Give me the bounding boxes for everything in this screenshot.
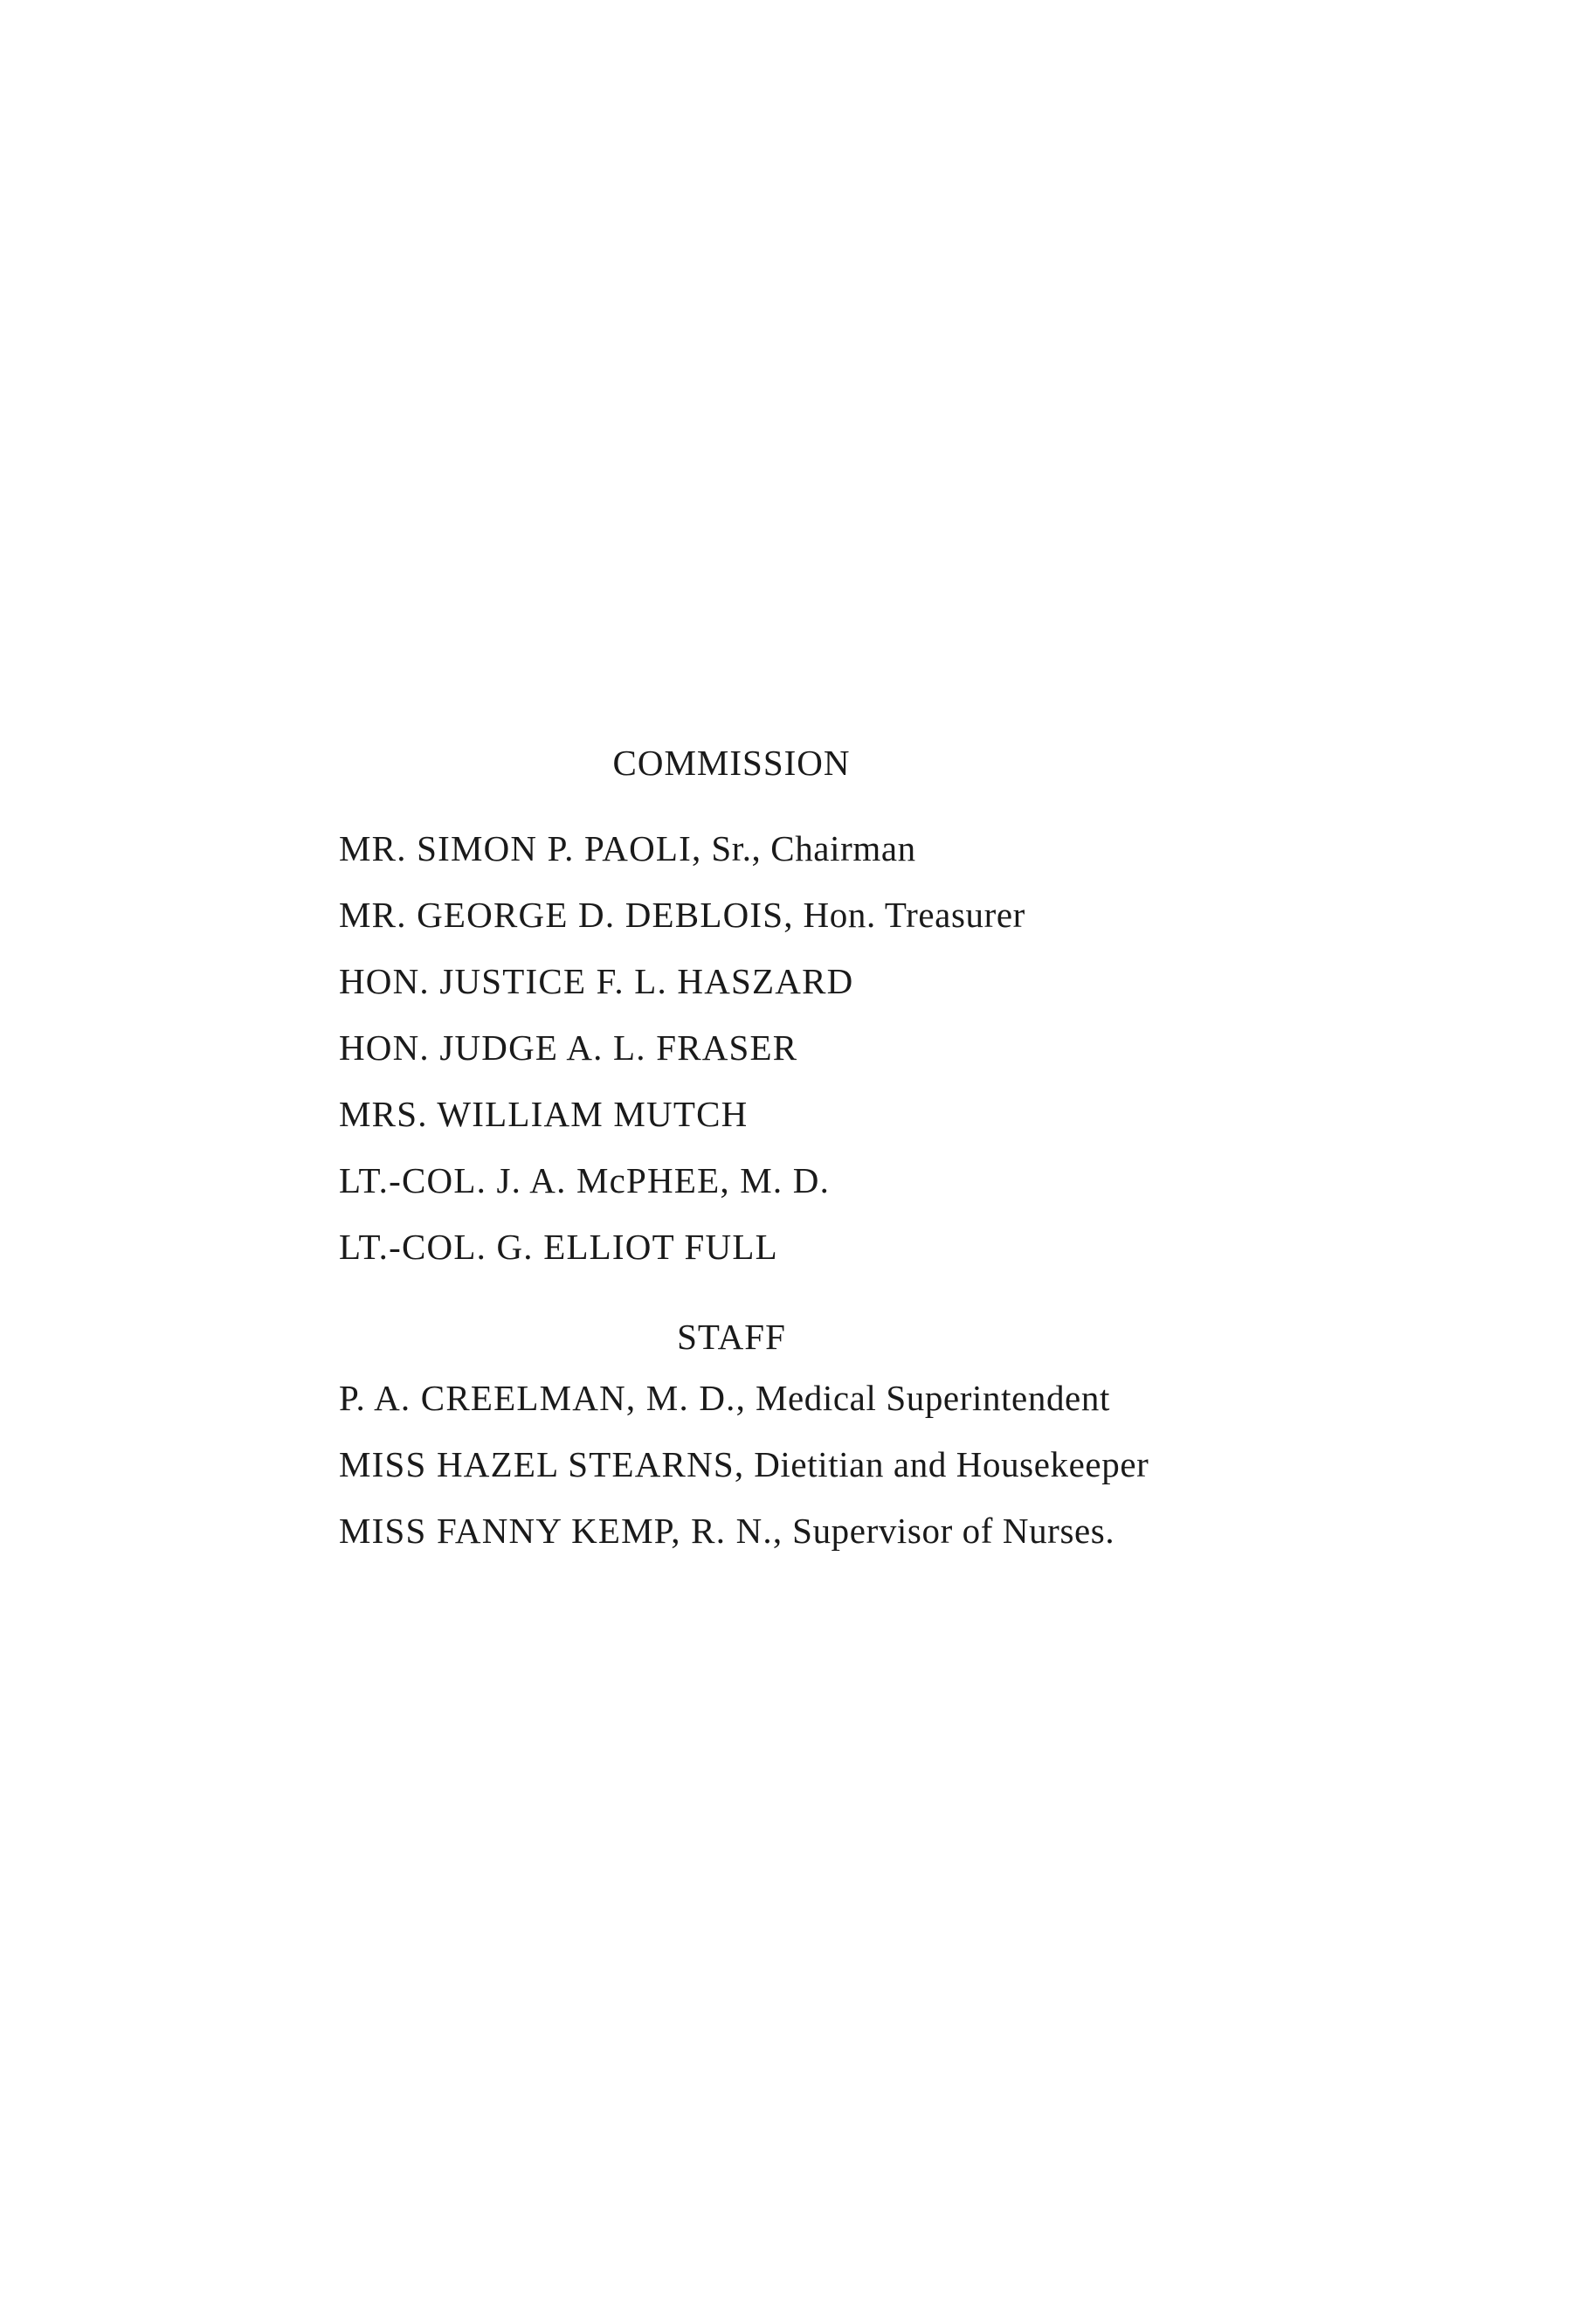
list-item — [339, 897, 1025, 964]
member-name: HON. JUDGE A. L. FRASER — [339, 1027, 798, 1068]
member-name: HON. JUSTICE F. L. HASZARD — [339, 961, 854, 1001]
list-item — [339, 1444, 1149, 1513]
list-item — [339, 961, 1025, 1030]
list-item — [339, 1229, 1025, 1296]
member-name: P. A. CREELMAN, M. D., — [339, 1378, 747, 1418]
list-item — [339, 1513, 1149, 1580]
member-name: LT.-COL. G. ELLIOT FULL — [339, 1227, 778, 1267]
list-item — [339, 1096, 1025, 1163]
member-role: Medical Superintendent — [755, 1378, 1110, 1418]
list-item — [339, 828, 1025, 897]
list-item — [339, 1160, 1025, 1229]
list-item — [339, 1380, 1149, 1447]
member-role: Supervisor of Nurses. — [792, 1511, 1115, 1551]
commission-list — [339, 828, 1025, 1296]
member-name: LT.-COL. J. A. McPHEE, M. D. — [339, 1160, 831, 1200]
member-name: MISS HAZEL STEARNS, — [339, 1444, 745, 1484]
member-name: MR. GEORGE D. DEBLOIS, — [339, 895, 794, 935]
member-role: Hon. Treasurer — [803, 895, 1025, 935]
member-role: Dietitian and Housekeeper — [754, 1444, 1149, 1484]
list-item — [339, 1027, 1025, 1096]
member-name: MISS FANNY KEMP, R. N., — [339, 1511, 783, 1551]
commission-heading: COMMISSION — [612, 743, 851, 783]
staff-heading: STAFF — [677, 1317, 786, 1357]
staff-list — [339, 1380, 1149, 1580]
member-name: MR. SIMON P. PAOLI, — [339, 828, 702, 868]
member-role: Sr., Chairman — [711, 828, 916, 868]
member-name: MRS. WILLIAM MUTCH — [339, 1094, 749, 1134]
